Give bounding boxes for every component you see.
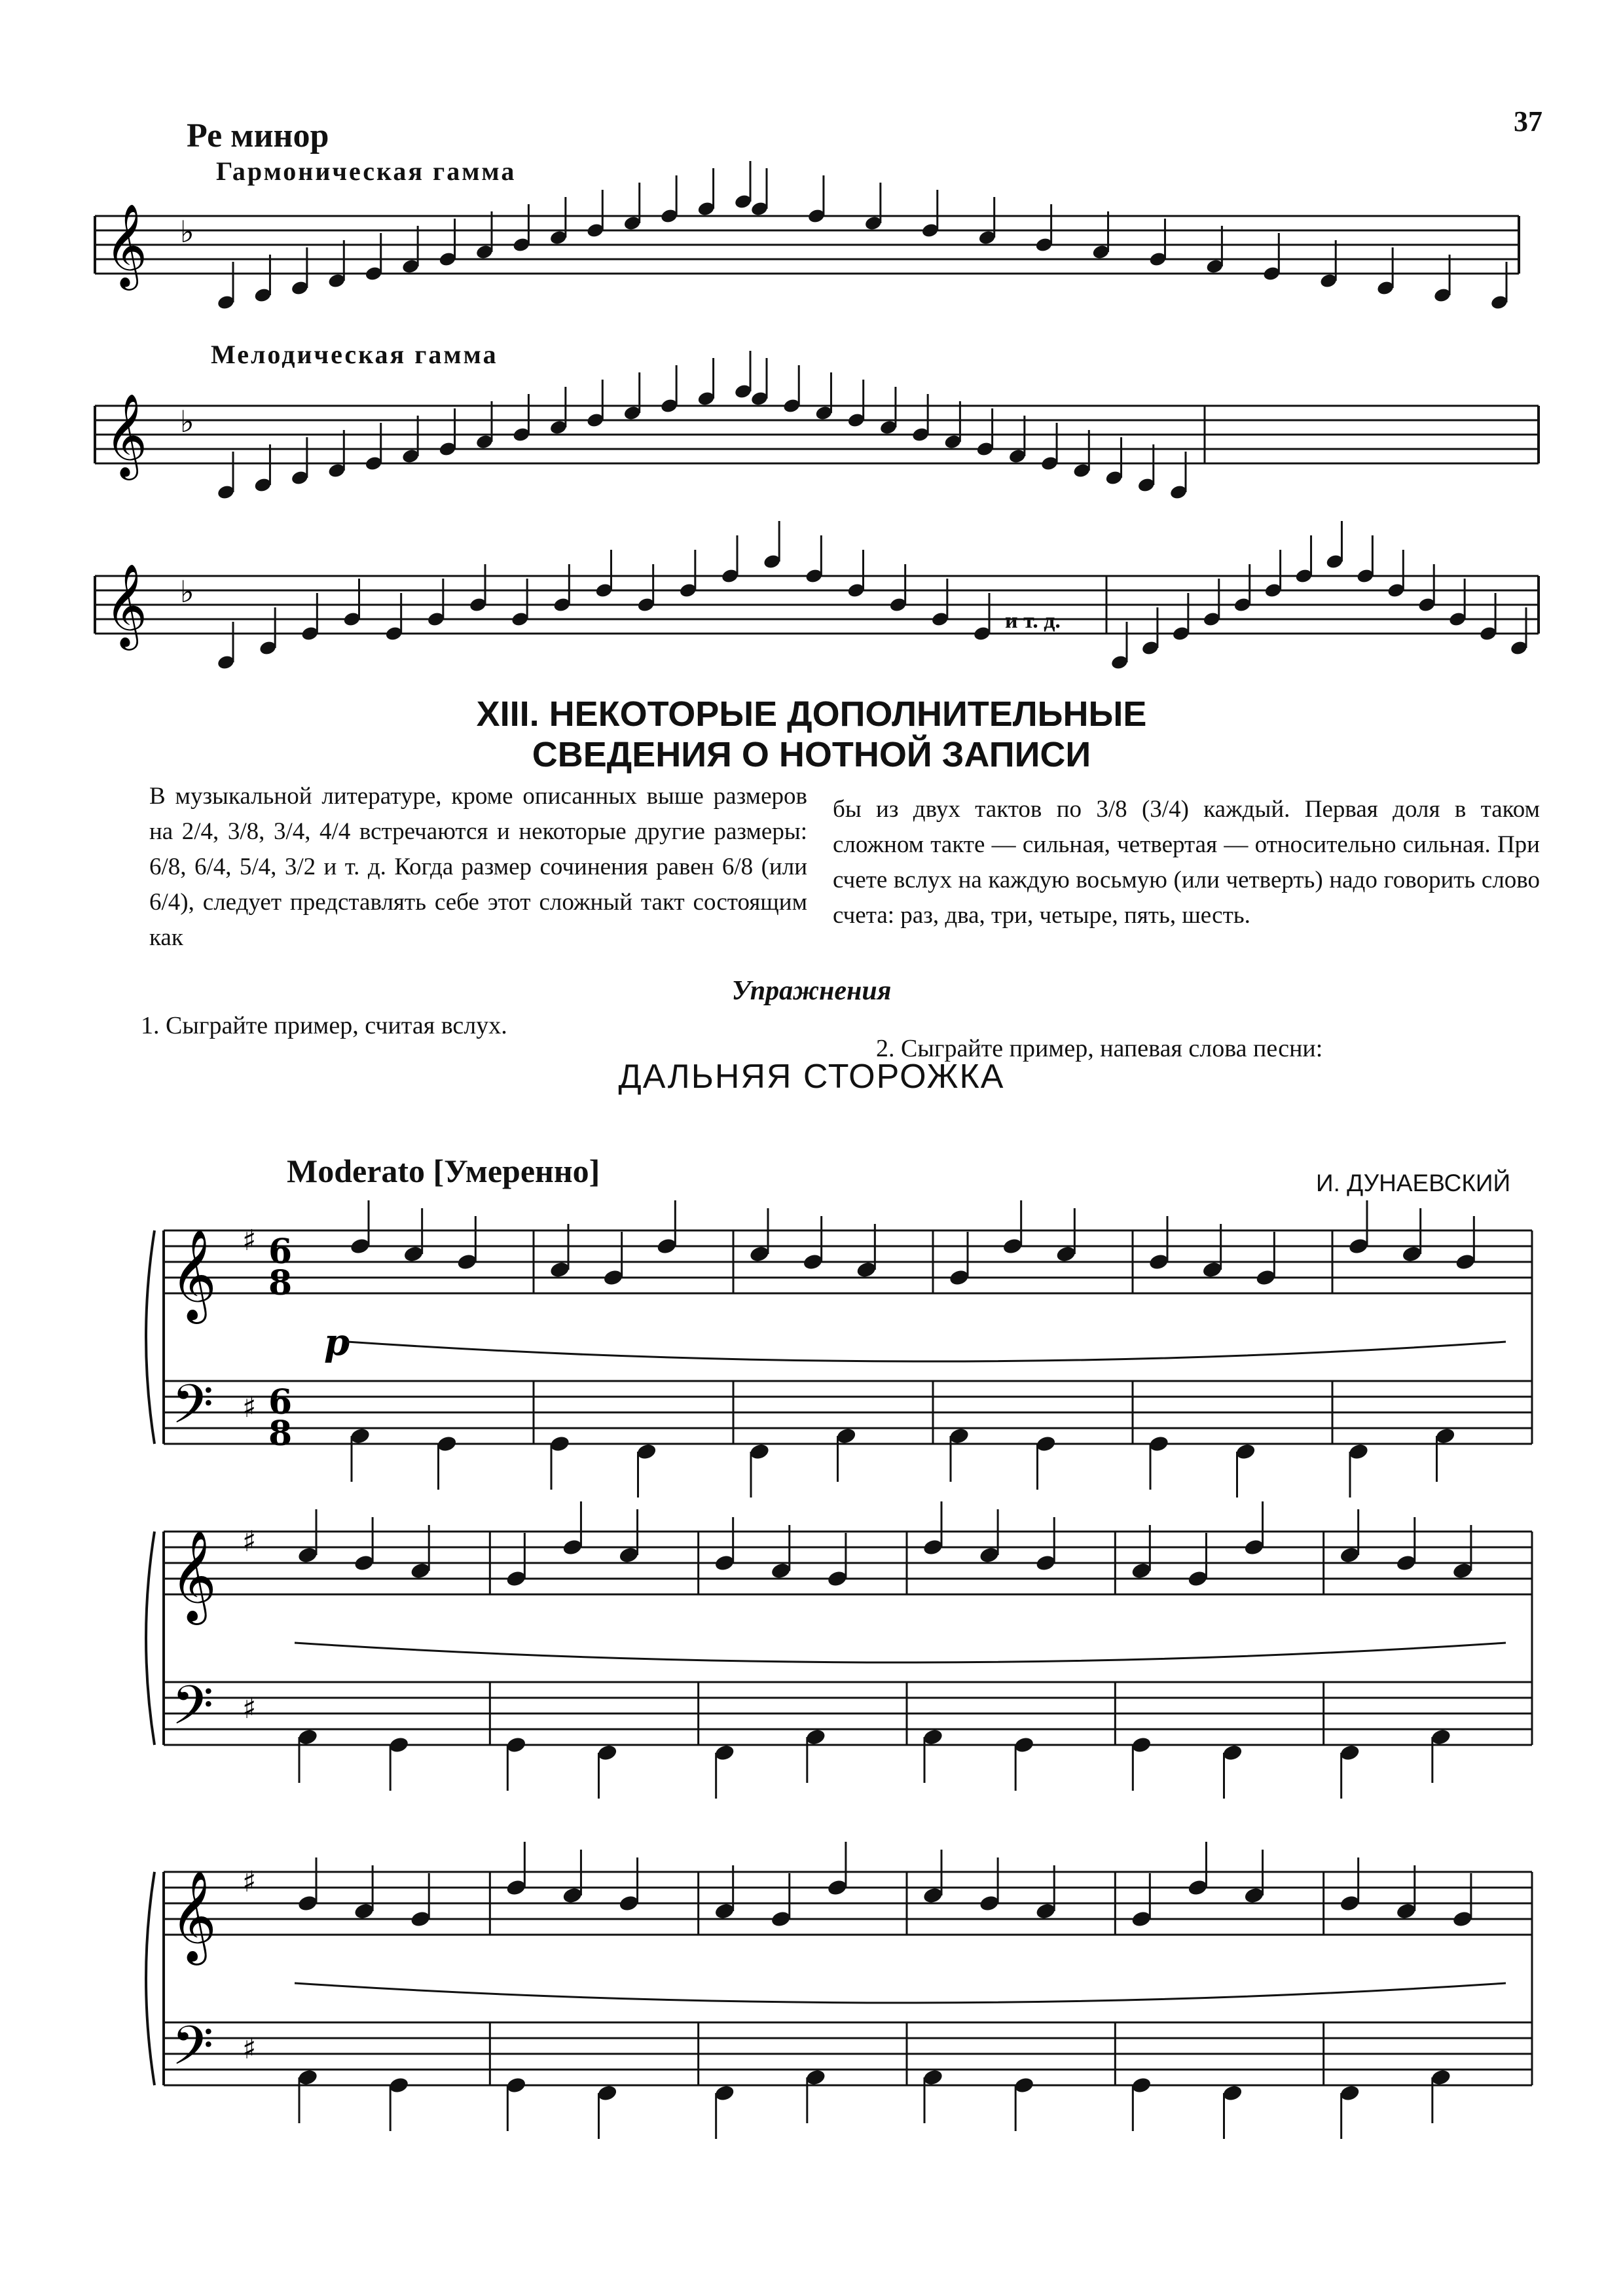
- melodic-scale-staff: [0, 380, 1623, 543]
- song-title: ДАЛЬНЯЯ СТОРОЖКА: [618, 1058, 1005, 1096]
- svg-text:𝄢: 𝄢: [172, 1674, 214, 1750]
- body-text-left: В музыкальной литературе, кроме описанных выше размеров на 2/4, 3/8, 3/4, 4/4 встречаются и некоторые другие размеры: 6/8, 6/4, 5/4, 3/2 и т. д. Когда размер сочинения равен 6/8 (или 6/4), следует представлять себе этот сложный такт состоящим как: [149, 783, 807, 951]
- svg-text:8: 8: [268, 1414, 293, 1454]
- svg-text:8: 8: [268, 1263, 293, 1303]
- svg-text:♭: ♭: [180, 404, 194, 439]
- svg-text:𝄞: 𝄞: [105, 563, 148, 647]
- exercise-2: 2. Сыграйте пример, напевая слова песни:: [876, 1035, 1323, 1062]
- key-title: Ре минор: [187, 117, 329, 154]
- exercises-title: Упражнения: [731, 976, 892, 1006]
- piano-system-1: [0, 1204, 1623, 1532]
- svg-text:♯: ♯: [242, 2032, 257, 2066]
- melodic-scale-title: Мелодическая гамма: [211, 340, 498, 369]
- piano-system-3: [0, 1846, 1623, 2251]
- svg-text:♯: ♯: [242, 1391, 257, 1424]
- svg-text:𝄞: 𝄞: [170, 1871, 217, 1962]
- harmonic-scale-staff: [0, 196, 1623, 367]
- svg-text:♭: ♭: [180, 214, 194, 249]
- arpeggio-staff: [0, 556, 1623, 707]
- chapter-title-line2: СВЕДЕНИЯ О НОТНОЙ ЗАПИСИ: [532, 735, 1091, 774]
- piano-system-2: [0, 1505, 1623, 1846]
- page-number: 37: [1514, 105, 1542, 137]
- svg-text:♯: ♯: [242, 1865, 257, 1899]
- svg-text:6: 6: [268, 1232, 293, 1272]
- svg-text:𝄢: 𝄢: [172, 1372, 214, 1449]
- svg-text:♯: ♯: [242, 1692, 257, 1725]
- svg-text:𝄞: 𝄞: [105, 203, 148, 287]
- etc-marking: и т. д.: [1005, 609, 1061, 633]
- svg-text:𝄞: 𝄞: [170, 1530, 217, 1621]
- body-text-right: бы из двух тактов по 3/8 (3/4) каждый. Первая доля в таком сложном такте — сильная, четвертая — относительно сильная. При счете вслух на каждую восьмую (или четверть) надо говорить слово счета: раз, два, три, четыре, пять, шесть.: [833, 796, 1540, 929]
- tempo-marking: Moderato [Умеренно]: [287, 1153, 600, 1189]
- svg-text:𝄞: 𝄞: [105, 393, 148, 476]
- svg-text:𝄞: 𝄞: [170, 1229, 217, 1320]
- harmonic-scale-title: Гармоническая гамма: [216, 156, 517, 186]
- svg-text:6: 6: [268, 1382, 293, 1422]
- svg-text:♯: ♯: [242, 1525, 257, 1558]
- exercise-1: 1. Сыграйте пример, считая вслух.: [141, 1012, 507, 1039]
- svg-text:♯: ♯: [242, 1224, 257, 1257]
- composer: И. ДУНАЕВСКИЙ: [1316, 1170, 1511, 1196]
- svg-text:𝄢: 𝄢: [172, 2014, 214, 2090]
- svg-text:p: p: [324, 1321, 350, 1364]
- chapter-title-line1: XIII. НЕКОТОРЫЕ ДОПОЛНИТЕЛЬНЫЕ: [476, 694, 1147, 734]
- svg-text:♭: ♭: [180, 574, 194, 609]
